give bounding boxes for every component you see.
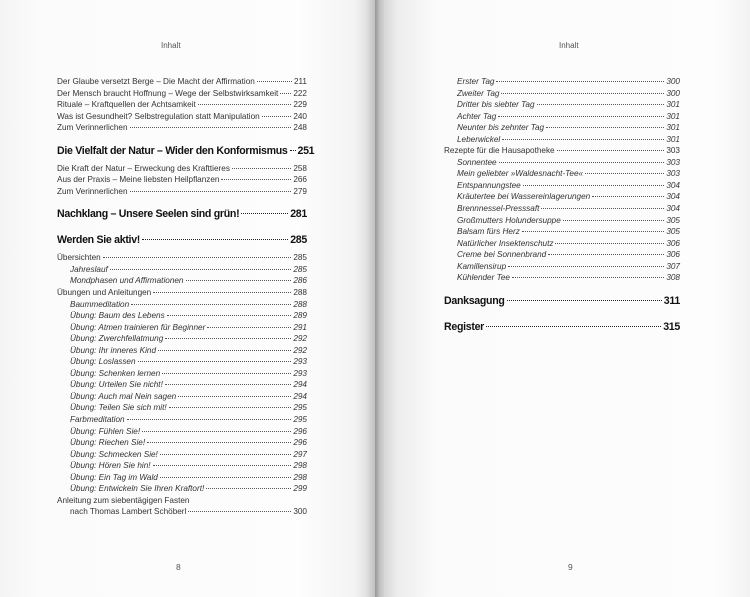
toc-entry-page: 258 <box>293 163 307 173</box>
toc-entry-title: Leberwickel <box>457 134 501 144</box>
toc-entry-page: 296 <box>293 438 307 448</box>
toc-entry-page: 304 <box>666 204 680 214</box>
toc-entry <box>444 88 680 100</box>
toc-entry-page: 248 <box>293 123 307 133</box>
toc-entry <box>57 299 307 311</box>
toc-entry-page: 299 <box>293 484 307 494</box>
dot-leader <box>147 442 291 443</box>
toc-entry-page: 300 <box>666 88 680 98</box>
toc-entry-page: 301 <box>666 134 680 144</box>
page-number: 9 <box>568 562 573 572</box>
toc-entry-page: 305 <box>666 227 680 237</box>
toc-entry-page: 292 <box>293 345 307 355</box>
toc-entry-title: Die Kraft der Natur – Erweckung des Krafttieres <box>57 163 230 173</box>
toc-entry-page: 311 <box>663 294 680 307</box>
toc-entry-title: Mein geliebter »Waldesnacht-Tee« <box>457 169 584 179</box>
toc-entry-title: Danksagung <box>444 294 505 307</box>
toc-entry <box>57 287 307 299</box>
toc-entry-page: 304 <box>666 192 680 202</box>
toc-chapter-entry <box>57 142 315 160</box>
toc-entry <box>57 414 307 426</box>
toc-entry-title: Kühlender Tee <box>457 273 510 283</box>
toc-entry-title: Rezepte für die Hausapotheke <box>444 146 555 156</box>
toc-entry-page: 306 <box>666 250 680 260</box>
dot-leader <box>138 361 292 362</box>
dot-leader <box>546 127 664 128</box>
toc-entry-page: 285 <box>293 264 307 274</box>
toc-entry-title: Übersichten <box>57 253 101 263</box>
toc-entry-page: 301 <box>666 111 680 121</box>
toc-entry-page: 294 <box>293 380 307 390</box>
dot-leader <box>207 327 291 328</box>
running-head: Inhalt <box>559 41 579 50</box>
toc-entry <box>57 333 307 345</box>
table-of-contents <box>444 76 680 336</box>
dot-leader <box>508 266 664 267</box>
toc-entry-title: Übung: Zwerchfellatmung <box>70 334 164 344</box>
dot-leader <box>585 173 664 174</box>
toc-entry <box>57 356 307 368</box>
toc-entry <box>57 345 307 357</box>
toc-entry-title: Übung: Riechen Sie! <box>70 438 146 448</box>
toc-entry-title: Kamillensirup <box>457 261 507 271</box>
toc-entry-page: 294 <box>293 391 307 401</box>
toc-entry-page: 289 <box>293 311 307 321</box>
running-head: Inhalt <box>161 41 181 50</box>
toc-entry <box>57 368 307 380</box>
toc-entry-page: 300 <box>666 77 680 86</box>
toc-entry-title: Natürlicher Insektenschutz <box>457 238 554 248</box>
toc-entry-page: 304 <box>666 180 680 190</box>
toc-entry-title: Die Vielfalt der Natur – Wider den Konformismus <box>57 144 288 157</box>
toc-entry-title: Übung: Fühlen Sie! <box>70 426 141 436</box>
toc-entry <box>444 168 680 180</box>
toc-entry-title: Zum Verinnerlichen <box>57 186 128 196</box>
toc-entry-title: Neunter bis zehnter Tag <box>457 123 545 133</box>
toc-entry-title: Übung: Ihr inneres Kind <box>70 345 157 355</box>
toc-entry-title: Brennnessel-Presssaft <box>457 204 540 214</box>
dot-leader <box>142 239 288 240</box>
toc-entry-title: Erster Tag <box>457 77 495 86</box>
toc-entry-title: Zum Verinnerlichen <box>57 123 128 133</box>
toc-chapter-entry <box>57 231 307 249</box>
toc-entry-page: 296 <box>293 426 307 436</box>
toc-entry <box>57 252 307 264</box>
dot-leader <box>257 81 292 82</box>
toc-entry-title: Übung: Loslassen <box>70 357 136 367</box>
toc-entry-page: 301 <box>666 100 680 110</box>
dot-leader <box>537 104 665 105</box>
dot-leader <box>502 139 664 140</box>
toc-entry <box>444 99 680 111</box>
dot-leader <box>110 269 292 270</box>
toc-entry-title: Übung: Urteilen Sie nicht! <box>70 380 163 390</box>
toc-entry <box>444 238 680 250</box>
toc-entry-title: Baummeditation <box>70 299 130 309</box>
dot-leader <box>563 220 665 221</box>
toc-entry <box>57 402 307 414</box>
dot-leader <box>186 280 292 281</box>
toc-entry-page: 288 <box>293 288 307 298</box>
toc-entry-page: 251 <box>297 144 315 157</box>
toc-entry <box>444 145 680 157</box>
dot-leader <box>241 213 288 214</box>
toc-entry-title: Übung: Teilen Sie sich mit! <box>70 403 167 413</box>
toc-entry-page: 285 <box>293 253 307 263</box>
dot-leader <box>153 465 292 466</box>
toc-entry-page: 293 <box>293 368 307 378</box>
toc-entry-title: Übung: Atmen trainieren für Beginner <box>70 322 206 332</box>
dot-leader <box>555 243 664 244</box>
toc-entry-page: 305 <box>666 215 680 225</box>
toc-entry <box>57 99 307 111</box>
toc-entry <box>57 437 307 449</box>
toc-entry-title: Balsam fürs Herz <box>457 227 520 237</box>
toc-entry-page: 295 <box>293 403 307 413</box>
dot-leader <box>541 208 664 209</box>
dot-leader <box>280 93 291 94</box>
toc-entry-title: Kräutertee bei Wassereinlagerungen <box>457 192 591 202</box>
toc-entry-title: Übungen und Anleitungen <box>57 288 152 298</box>
toc-entry-title: nach Thomas Lambert Schöberl <box>70 507 187 517</box>
dot-leader <box>130 191 292 192</box>
toc-entry <box>57 495 307 507</box>
toc-entry <box>444 215 680 227</box>
toc-entry-page: 301 <box>666 123 680 133</box>
toc-entry-page: 291 <box>293 322 307 332</box>
toc-chapter-entry <box>444 292 680 310</box>
page-number: 8 <box>176 562 181 572</box>
toc-entry-title: Anleitung zum siebentägigen Fasten <box>57 495 190 505</box>
toc-entry-page: 298 <box>293 472 307 482</box>
dot-leader <box>165 384 291 385</box>
toc-entry <box>444 122 680 134</box>
dot-leader <box>522 231 665 232</box>
toc-entry-title: Zweiter Tag <box>457 88 500 98</box>
toc-entry-title: Übung: Hören Sie hin! <box>70 461 151 471</box>
dot-leader <box>499 162 665 163</box>
dot-leader <box>486 326 661 327</box>
toc-entry-page: 285 <box>290 234 307 247</box>
book-spine-shadow <box>366 0 384 597</box>
toc-entry <box>57 506 307 518</box>
toc-entry-title: Übung: Schenken lernen <box>70 368 161 378</box>
dot-leader <box>130 127 292 128</box>
toc-entry <box>57 391 307 403</box>
dot-leader <box>507 300 662 301</box>
toc-entry <box>444 261 680 273</box>
toc-entry-page: 300 <box>293 507 307 517</box>
toc-entry-page: 281 <box>290 208 307 221</box>
toc-entry-title: Farbmeditation <box>70 415 125 425</box>
toc-entry-title: Creme bei Sonnenbrand <box>457 250 547 260</box>
toc-entry-title: Der Mensch braucht Hoffnung – Wege der Selbstwirksamkeit <box>57 88 279 98</box>
toc-entry-title: Großmutters Holundersuppe <box>457 215 561 225</box>
dot-leader <box>496 81 664 82</box>
toc-entry <box>444 226 680 238</box>
toc-entry-page: 229 <box>293 100 307 110</box>
toc-entry <box>57 310 307 322</box>
toc-entry <box>57 122 307 134</box>
toc-entry <box>444 180 680 192</box>
dot-leader <box>103 257 292 258</box>
dot-leader <box>198 104 292 105</box>
toc-entry <box>444 157 680 169</box>
dot-leader <box>290 150 296 151</box>
dot-leader <box>165 338 291 339</box>
toc-entry-page: 303 <box>666 157 680 167</box>
toc-entry-page: 266 <box>293 175 307 185</box>
toc-entry-title: Sonnentee <box>457 157 497 167</box>
toc-entry <box>57 111 307 123</box>
toc-entry-title: Übung: Entwickeln Sie Ihren Kraftort! <box>70 484 205 494</box>
toc-entry-title: Rituale – Kraftquellen der Achtsamkeit <box>57 100 196 110</box>
dot-leader <box>592 196 664 197</box>
dot-leader <box>523 185 665 186</box>
toc-entry-title: Jahreslauf <box>70 264 108 274</box>
toc-entry <box>57 426 307 438</box>
dot-leader <box>188 511 291 512</box>
toc-entry <box>57 275 307 287</box>
toc-entry-title: Mondphasen und Affirmationen <box>70 276 184 286</box>
toc-entry-title: Achter Tag <box>457 111 497 121</box>
dot-leader <box>142 431 291 432</box>
right-page <box>375 0 750 597</box>
toc-entry <box>444 203 680 215</box>
toc-entry-title: Übung: Baum des Lebens <box>70 311 165 321</box>
dot-leader <box>206 488 291 489</box>
toc-entry <box>57 174 307 186</box>
dot-leader <box>498 116 664 117</box>
dot-leader <box>131 304 291 305</box>
toc-entry-title: Aus der Praxis – Meine liebsten Heilpflanzen <box>57 175 220 185</box>
toc-entry-page: 292 <box>293 334 307 344</box>
toc-entry-page: 303 <box>666 169 680 179</box>
dot-leader <box>262 116 292 117</box>
toc-entry <box>57 76 307 88</box>
toc-chapter-entry <box>444 318 680 336</box>
dot-leader <box>158 350 291 351</box>
toc-entry <box>57 264 307 276</box>
dot-leader <box>162 373 291 374</box>
toc-entry-page: 288 <box>293 299 307 309</box>
toc-entry <box>57 163 307 175</box>
toc-entry-page: 306 <box>666 238 680 248</box>
dot-leader <box>221 179 291 180</box>
toc-entry <box>444 272 680 284</box>
toc-entry-page: 295 <box>293 415 307 425</box>
toc-entry <box>57 460 307 472</box>
dot-leader <box>153 292 291 293</box>
dot-leader <box>512 277 664 278</box>
toc-entry-title: Register <box>444 320 484 333</box>
dot-leader <box>127 419 292 420</box>
dot-leader <box>232 168 291 169</box>
dot-leader <box>160 477 291 478</box>
toc-entry <box>444 191 680 203</box>
toc-entry <box>57 379 307 391</box>
toc-entry-title: Was ist Gesundheit? Selbstregulation statt Manipulation <box>57 111 260 121</box>
toc-entry-page: 240 <box>293 111 307 121</box>
toc-entry <box>57 449 307 461</box>
toc-entry <box>57 472 307 484</box>
toc-entry-page: 308 <box>666 273 680 283</box>
toc-entry <box>57 186 307 198</box>
toc-entry-page: 279 <box>293 186 307 196</box>
toc-entry <box>57 322 307 334</box>
toc-entry-title: Übung: Ein Tag im Wald <box>70 472 158 482</box>
toc-chapter-entry <box>57 205 307 223</box>
toc-entry-title: Werden Sie aktiv! <box>57 234 141 247</box>
toc-entry-page: 303 <box>666 146 680 156</box>
toc-entry-page: 222 <box>293 88 307 98</box>
toc-entry-title: Übung: Schmecken Sie! <box>70 449 158 459</box>
toc-entry-title: Nachklang – Unsere Seelen sind grün! <box>57 208 240 221</box>
dot-leader <box>501 93 664 94</box>
toc-entry-title: Übung: Auch mal Nein sagen <box>70 391 177 401</box>
toc-entry-page: 298 <box>293 461 307 471</box>
toc-entry-title: Der Glaube versetzt Berge – Die Macht der Affirmation <box>57 77 255 86</box>
toc-entry-page: 286 <box>293 276 307 286</box>
toc-entry <box>57 88 307 100</box>
dot-leader <box>557 150 665 151</box>
toc-entry-page: 315 <box>663 320 680 333</box>
toc-entry-page: 211 <box>293 77 307 86</box>
toc-entry-page: 307 <box>666 261 680 271</box>
toc-entry <box>57 483 307 495</box>
toc-entry <box>444 249 680 261</box>
toc-entry <box>444 76 680 88</box>
toc-entry <box>444 134 680 146</box>
dot-leader <box>169 407 292 408</box>
dot-leader <box>178 396 291 397</box>
toc-entry-page: 297 <box>293 449 307 459</box>
toc-entry-title: Entspannungstee <box>457 180 521 190</box>
toc-entry-page: 293 <box>293 357 307 367</box>
toc-entry <box>444 111 680 123</box>
dot-leader <box>548 254 664 255</box>
dot-leader <box>160 454 291 455</box>
table-of-contents <box>57 76 315 518</box>
dot-leader <box>167 315 292 316</box>
toc-entry-title: Dritter bis siebter Tag <box>457 100 535 110</box>
